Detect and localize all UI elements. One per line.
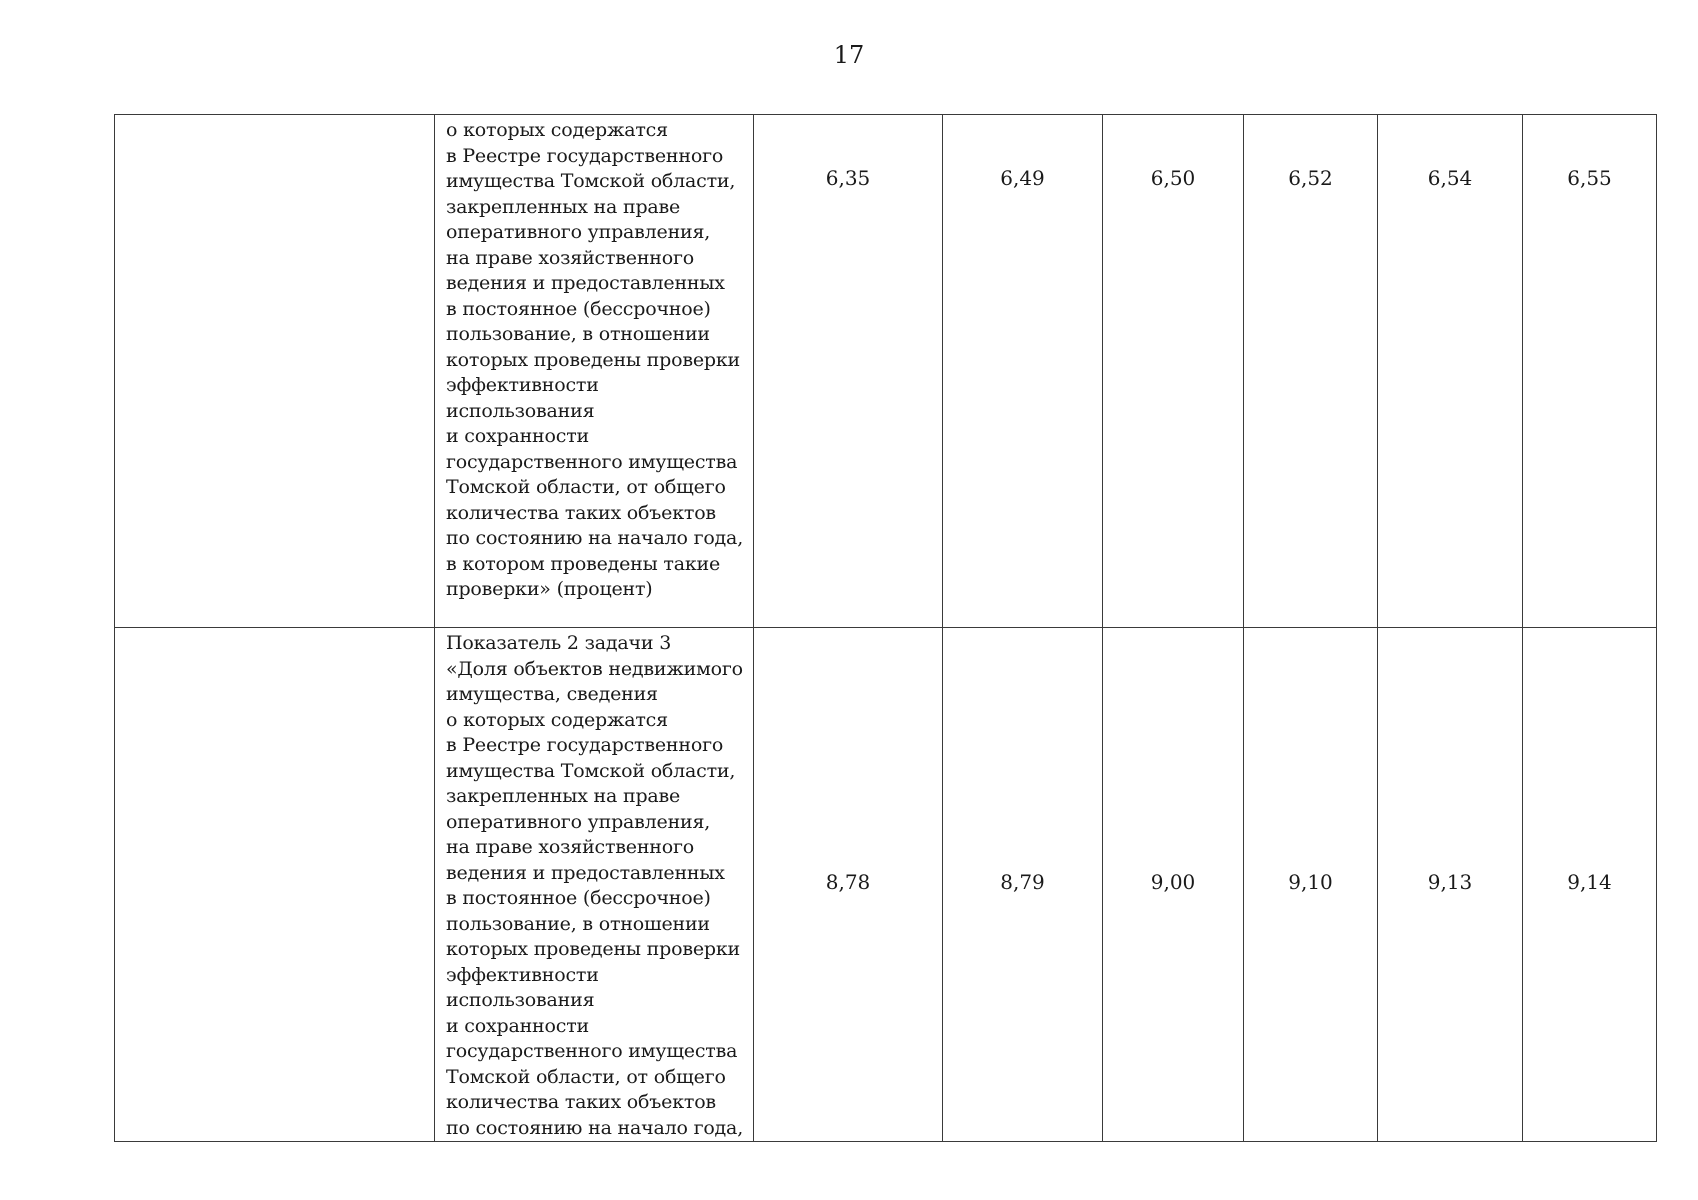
table-row	[115, 628, 1657, 1142]
value-cell: 8,79	[943, 628, 1103, 1142]
indicator-table	[114, 114, 1657, 1142]
indicator-description: о которых содержатся в Реестре государственного имущества Томской области, закрепленных на праве оперативного управления, на праве хозяйственного ведения и предоставленных в постоянное (бессрочное) пользование, в отношении которых проведены проверки эффективности использования и сохранности государственного имущества Томской области, от общего количества таких объектов по состоянию на начало года, в котором проведены такие проверки» (процент)	[435, 115, 754, 628]
value-cell: 6,52	[1244, 115, 1378, 628]
value-cell: 9,10	[1244, 628, 1378, 1142]
value-cell: 9,13	[1378, 628, 1523, 1142]
table-cell-empty	[115, 628, 435, 1142]
value-cell: 9,00	[1103, 628, 1244, 1142]
value-cell: 6,49	[943, 115, 1103, 628]
table-cell-empty	[115, 115, 435, 628]
indicator-description: Показатель 2 задачи 3 «Доля объектов недвижимого имущества, сведения о которых содержатся в Реестре государственного имущества Томской области, закрепленных на праве оперативного управления, на праве хозяйственного ведения и предоставленных в постоянное (бессрочное) пользование, в отношении которых проведены проверки эффективности использования и сохранности государственного имущества Томской области, от общего количества таких объектов по состоянию на начало года,	[435, 628, 754, 1142]
value-cell: 6,54	[1378, 115, 1523, 628]
value-cell: 6,55	[1523, 115, 1657, 628]
value-cell: 6,35	[754, 115, 943, 628]
value-cell: 6,50	[1103, 115, 1244, 628]
value-cell: 8,78	[754, 628, 943, 1142]
page-number: 17	[833, 41, 865, 69]
value-cell: 9,14	[1523, 628, 1657, 1142]
table-row	[115, 115, 1657, 628]
